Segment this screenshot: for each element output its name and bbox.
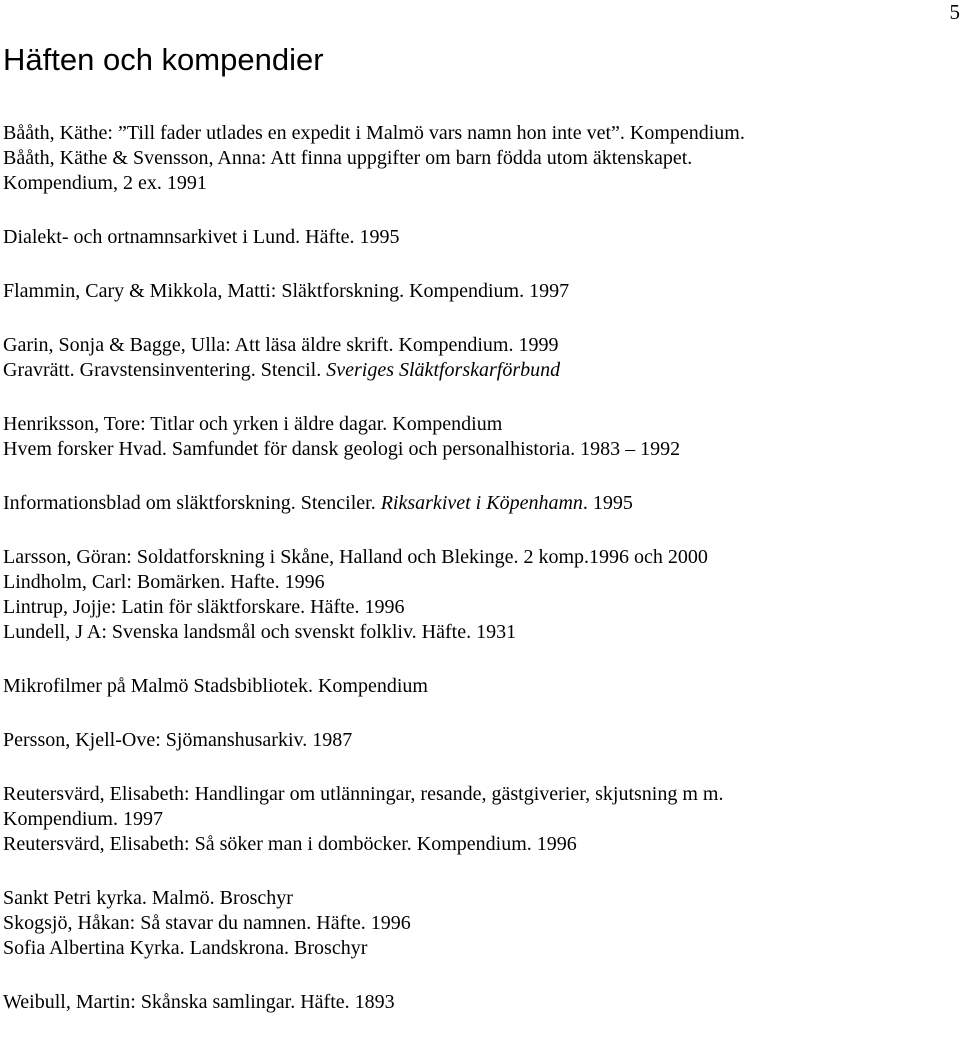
list-item: [3, 886, 293, 910]
list-item: [3, 728, 352, 752]
entry-year: . 1995: [582, 492, 633, 514]
entry-text: Persson, Kjell-Ove: Sjömanshusarkiv. 1987: [3, 729, 353, 751]
entry-text: Henriksson, Tore: Titlar och yrken i äldre dagar. Kompendium: [3, 413, 503, 435]
entry-text: Sofia Albertina Kyrka. Landskrona. Broschyr: [3, 937, 368, 959]
page-title: Häften och kompendier: [3, 42, 324, 77]
list-item: [3, 171, 207, 195]
list-item: [3, 807, 163, 831]
list-item: [3, 570, 325, 594]
entry-text: Flammin, Cary & Mikkola, Matti: Släktforskning. Kompendium. 1997: [3, 280, 570, 302]
list-item: [3, 491, 633, 515]
entry-text: Kompendium. 1997: [3, 808, 163, 830]
entry-text: Informationsblad om släktforskning. Stenciler.: [3, 492, 381, 514]
entry-text: Kompendium, 2 ex. 1991: [3, 172, 207, 194]
list-item: [3, 437, 680, 461]
list-item: [3, 620, 516, 644]
entry-text: Dialekt- och ortnamnsarkivet i Lund. Häfte. 1995: [3, 226, 400, 248]
list-item: [3, 595, 405, 619]
entry-text: Bååth, Käthe: ”Till fader utlades en expedit i Malmö vars namn hon inte vet”. Kompendium.: [3, 122, 745, 144]
list-item: [3, 911, 411, 935]
list-item: [3, 545, 708, 569]
list-item: [3, 412, 502, 436]
entry-text: Reutersvärd, Elisabeth: Handlingar om utlänningar, resande, gästgiverier, skjutsning m m.: [3, 783, 724, 805]
list-item: [3, 279, 569, 303]
list-item: [3, 990, 395, 1014]
entry-text: Bååth, Käthe & Svensson, Anna: Att finna uppgifter om barn födda utom äktenskapet.: [3, 147, 693, 169]
entry-text: Lintrup, Jojje: Latin för släktforskare. Häfte. 1996: [3, 596, 405, 618]
entry-text: Weibull, Martin: Skånska samlingar. Häfte. 1893: [3, 991, 395, 1013]
entry-text: Skogsjö, Håkan: Så stavar du namnen. Häfte. 1996: [3, 912, 411, 934]
page-number: 5: [949, 0, 960, 24]
entry-publisher: Riksarkivet i Köpenhamn: [380, 492, 583, 514]
list-item: [3, 358, 560, 382]
list-item: [3, 121, 745, 145]
entry-text: Sankt Petri kyrka. Malmö. Broschyr: [3, 887, 293, 909]
entry-text: Mikrofilmer på Malmö Stadsbibliotek. Kompendium: [3, 675, 428, 697]
list-item: [3, 936, 367, 960]
entry-text: Reutersvärd, Elisabeth: Så söker man i domböcker. Kompendium. 1996: [3, 833, 577, 855]
list-item: [3, 832, 577, 856]
list-item: [3, 674, 428, 698]
entry-text: Garin, Sonja & Bagge, Ulla: Att läsa äldre skrift. Kompendium. 1999: [3, 334, 559, 356]
list-item: [3, 782, 723, 806]
list-item: [3, 146, 692, 170]
entry-text: Lundell, J A: Svenska landsmål och svenskt folkliv. Häfte. 1931: [3, 621, 517, 643]
entry-text: Gravrätt. Gravstensinventering. Stencil.: [3, 359, 327, 381]
entry-text: Lindholm, Carl: Bomärken. Hafte. 1996: [3, 571, 325, 593]
entry-text: Hvem forsker Hvad. Samfundet för dansk geologi och personalhistoria. 1983 – 1992: [3, 438, 681, 460]
list-item: [3, 225, 400, 249]
entry-text: Larsson, Göran: Soldatforskning i Skåne, Halland och Blekinge. 2 komp.1996 och 2000: [3, 546, 708, 568]
list-item: [3, 333, 558, 357]
entry-publisher: Sveriges Släktforskarförbund: [326, 359, 561, 381]
